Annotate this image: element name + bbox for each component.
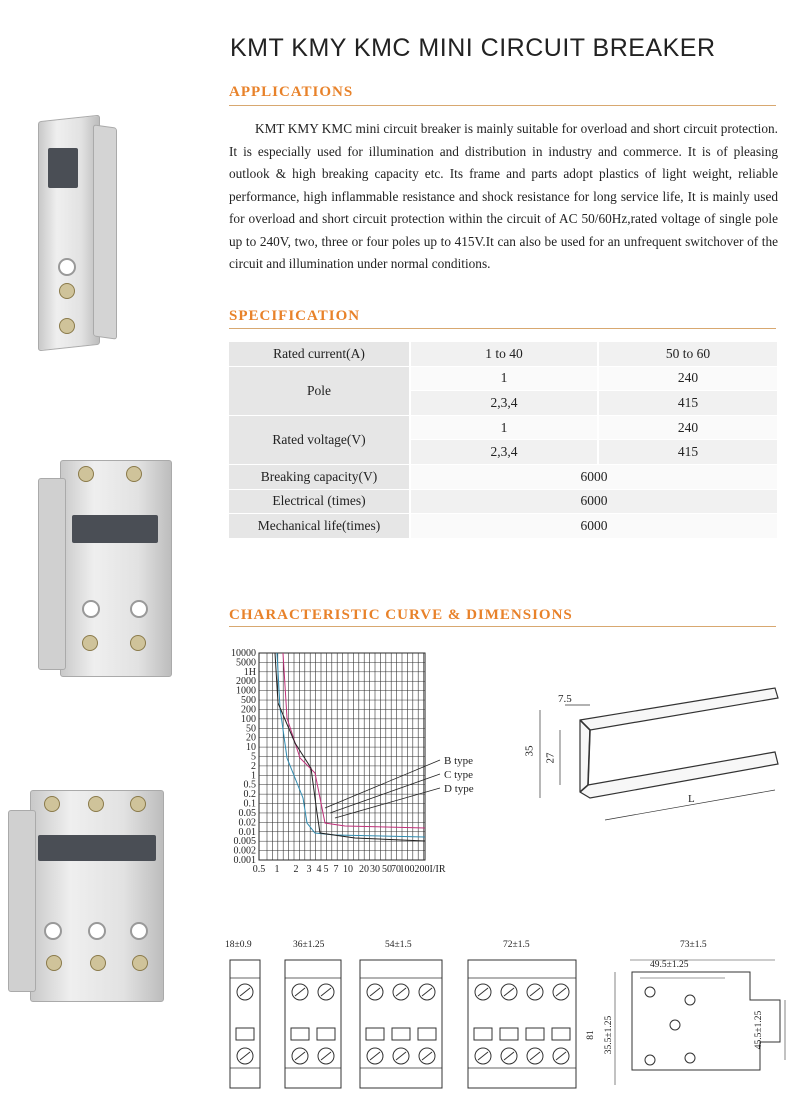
legend-c-type: C type (444, 769, 474, 781)
y-tick-label: 5 (251, 751, 256, 763)
pole-value: 415 (598, 391, 777, 416)
voltage-value: 2,3,4 (410, 440, 598, 465)
mechanical-life-label: Mechanical life(times) (229, 514, 410, 539)
dim-3p-width: 54±1.5 (385, 940, 412, 950)
module-outline (468, 960, 576, 1088)
x-tick-label: 4 (316, 864, 322, 875)
rail-length-label: L (688, 793, 695, 805)
table-row (229, 415, 777, 440)
voltage-value: 415 (598, 440, 777, 465)
dim-4p-width: 72±1.5 (503, 940, 530, 950)
specification-table (229, 342, 777, 539)
x-tick-label: 50 (382, 864, 392, 875)
pole-value: 240 (598, 366, 777, 391)
rated-current-range-2: 50 to 60 (598, 342, 777, 366)
x-tick-label: 0.5 (252, 864, 266, 875)
y-tick-label: 10 (246, 742, 256, 754)
x-tick-label: 10 (343, 864, 353, 875)
table-row (229, 514, 777, 539)
electrical-label: Electrical (times) (229, 489, 410, 514)
curve-rule (229, 626, 776, 627)
x-tick-label: 7 (333, 864, 339, 875)
y-tick-label: 0.5 (243, 779, 256, 791)
x-tick-label: 5 (323, 864, 329, 875)
dim-side-b: 45.5±1.25 (754, 1010, 765, 1050)
breaker-3p-photo (8, 790, 168, 1010)
applications-heading: APPLICATIONS (229, 84, 354, 100)
y-tick-label: 50 (246, 723, 256, 735)
table-row (229, 464, 777, 489)
y-tick-label: 2000 (236, 676, 256, 688)
y-tick-label: 0.1 (243, 798, 256, 810)
rated-current-label: Rated current(A) (229, 342, 410, 366)
module-outline (360, 960, 442, 1088)
curve-grid (259, 653, 425, 860)
dimension-drawings (220, 950, 800, 1095)
x-tick-label: 2 (293, 864, 299, 875)
module-outline (285, 960, 341, 1088)
y-tick-label: 0.001 (233, 855, 256, 866)
x-tick-label: 3 (306, 864, 312, 875)
characteristic-curve-chart (225, 648, 460, 878)
curve-c-type (283, 653, 425, 828)
table-row (229, 342, 777, 366)
y-tick-label: 0.02 (238, 817, 256, 829)
module-outline (230, 960, 260, 1088)
applications-rule (229, 105, 776, 106)
x-tick-label: 200I/IR (414, 864, 446, 875)
breaker-1p-photo (38, 118, 138, 348)
y-tick-label: 1H (243, 666, 256, 678)
x-tick-label: 20 (359, 864, 369, 875)
legend-b-type: B type (444, 755, 474, 767)
dim-1p-width: 18±0.9 (225, 940, 252, 950)
breaking-capacity-value: 6000 (410, 464, 777, 489)
y-tick-label: 0.05 (238, 807, 256, 819)
side-view-drawing (615, 960, 785, 1085)
electrical-value: 6000 (410, 489, 777, 514)
mechanical-life-value: 6000 (410, 514, 777, 539)
rail-height-outer-label: 35 (523, 745, 536, 757)
pole-value: 2,3,4 (410, 391, 598, 416)
table-row (229, 366, 777, 391)
x-tick-label: 30 (370, 864, 380, 875)
y-tick-label: 20 (246, 732, 256, 744)
y-tick-label: 2 (251, 760, 256, 772)
applications-text: KMT KMY KMC mini circuit breaker is mainly suitable for overload and short circuit protection. It is especially used for illumination and distribution in industry and commerce. It is of pleasing outlook & high breaking capacity etc. Its frame and parts adopt plastics of light weight, reliable performance, high inflammable resistance and shock resistance for long service life, It is mainly used for overload and short circuit protection within the circuit of AC 50/60Hz,rated voltage of single pole up to 240V, two, three or four poles up to 415V.It can also be used for an unfrequent switchover of the circuit and illumination under normal conditions. (229, 121, 778, 271)
breaking-capacity-label: Breaking capacity(V) (229, 464, 410, 489)
y-tick-label: 500 (241, 695, 256, 707)
dim-side-height: 81 (585, 1030, 596, 1040)
y-tick-label: 10000 (231, 648, 256, 659)
page-title: KMT KMY KMC MINI CIRCUIT BREAKER (230, 34, 716, 62)
y-tick-label: 0.01 (238, 826, 256, 838)
y-tick-label: 1 (251, 770, 256, 782)
pole-value: 1 (410, 366, 598, 391)
specification-heading: SPECIFICATION (229, 308, 361, 324)
breaker-2p-photo (38, 460, 178, 680)
rail-height-inner-label: 27 (544, 752, 557, 764)
rated-voltage-label: Rated voltage(V) (229, 415, 410, 464)
rail-width-label: 7.5 (558, 693, 572, 705)
rated-current-range-1: 1 to 40 (410, 342, 598, 366)
dim-side-width: 73±1.5 (680, 940, 707, 950)
dim-2p-width: 36±1.25 (293, 940, 325, 950)
y-tick-label: 200 (241, 704, 256, 716)
dim-side-inner: 49.5±1.25 (650, 960, 689, 970)
pole-label: Pole (229, 366, 410, 415)
y-tick-label: 5000 (236, 657, 256, 669)
y-tick-label: 0.2 (243, 789, 256, 801)
y-tick-label: 1000 (236, 685, 256, 697)
y-tick-label: 0.005 (233, 836, 256, 848)
voltage-value: 1 (410, 415, 598, 440)
x-tick-label: 70 (391, 864, 401, 875)
x-tick-label: 1 (274, 864, 280, 875)
y-tick-label: 0.002 (233, 845, 256, 857)
table-row (229, 489, 777, 514)
legend-d-type: D type (444, 783, 474, 795)
curve-heading: CHARACTERISTIC CURVE & DIMENSIONS (229, 607, 573, 623)
y-tick-label: 100 (241, 713, 256, 725)
voltage-value: 240 (598, 415, 777, 440)
x-tick-label: 100 (399, 864, 415, 875)
dim-side-a: 35.5±1.25 (604, 1015, 615, 1055)
specification-rule (229, 328, 776, 329)
